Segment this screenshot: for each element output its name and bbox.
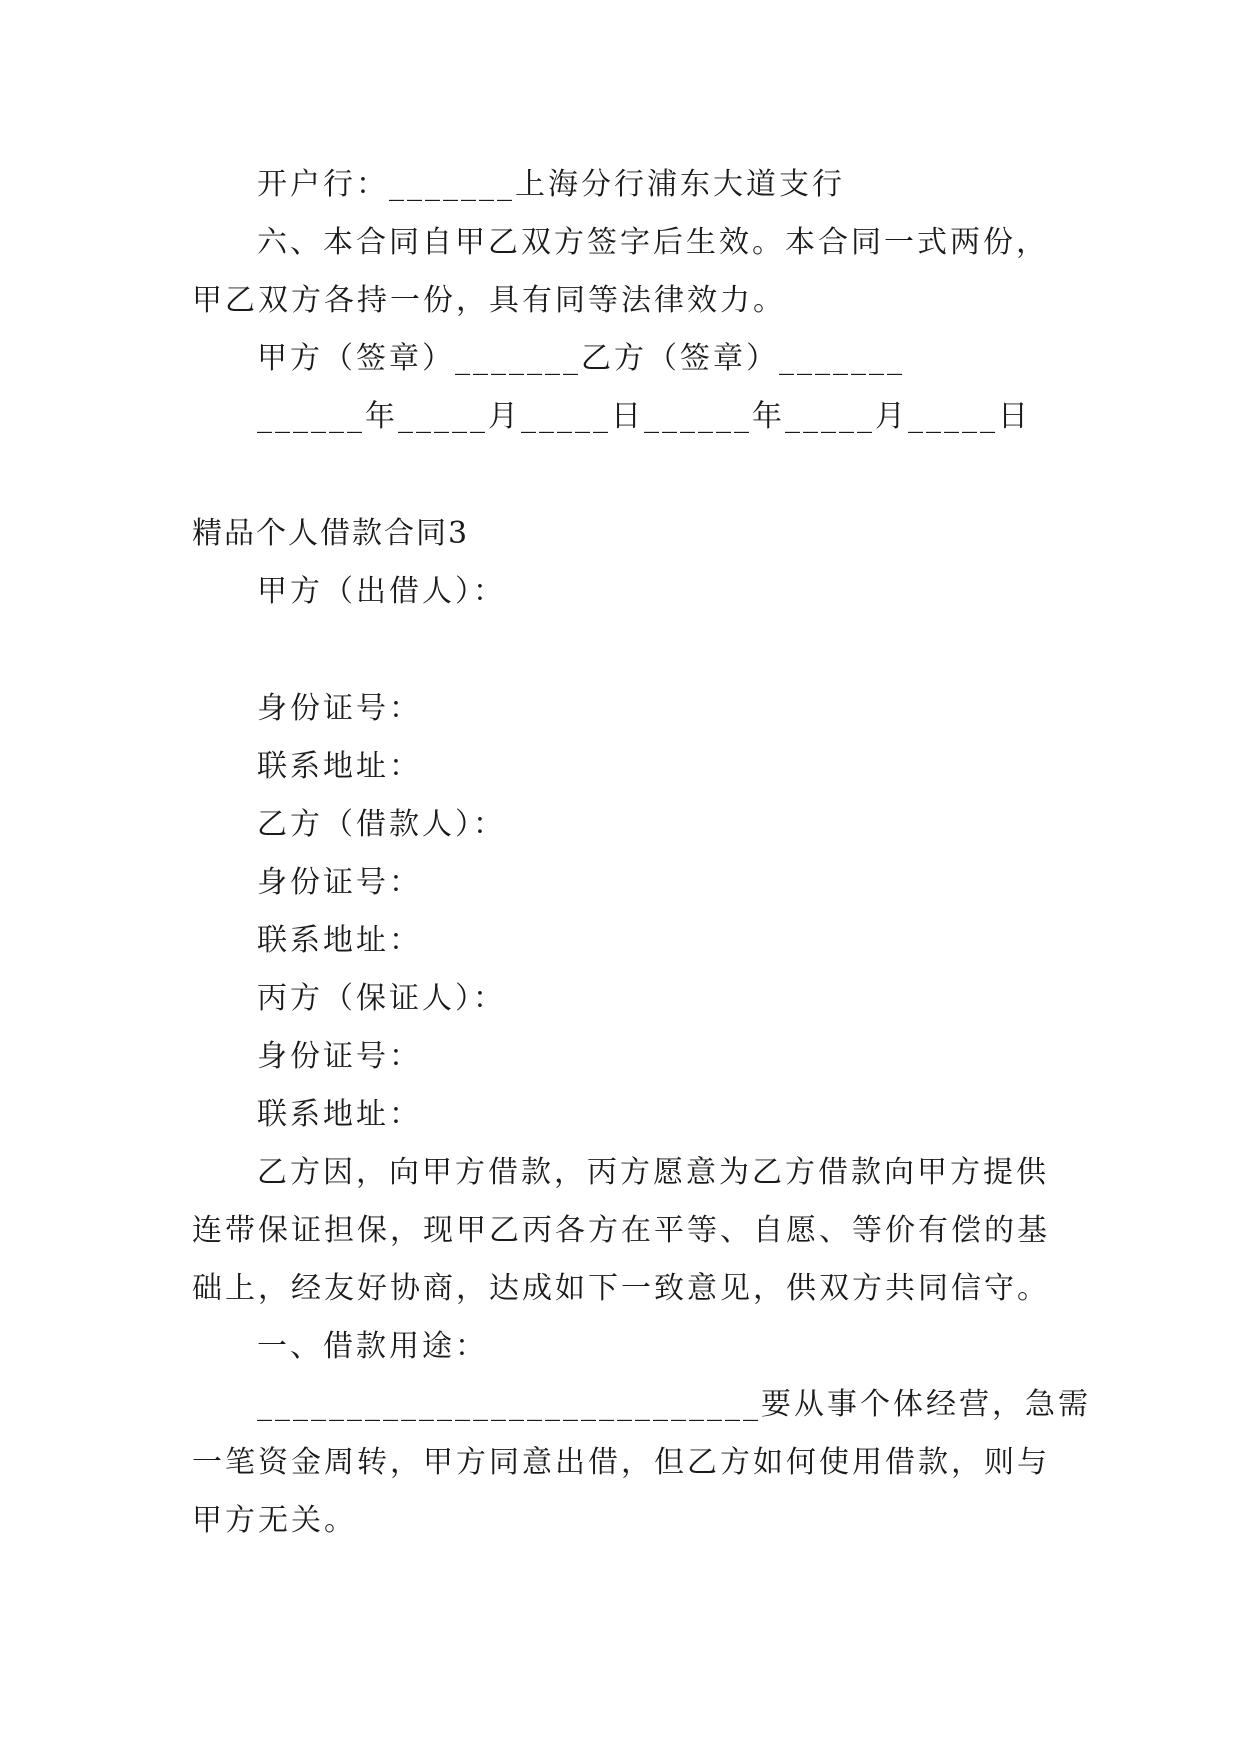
clause-six-line-2: 甲乙双方各持一份，具有同等法律效力。 <box>192 283 786 318</box>
party-b-address-label: 联系地址： <box>257 923 422 958</box>
preamble-line-2: 连带保证担保，现甲乙丙各方在平等、自愿、等价有偿的基 <box>192 1213 1050 1248</box>
party-b-label: 乙方（借款人）： <box>257 807 506 842</box>
party-a-id-label: 身份证号： <box>257 691 422 726</box>
contract-title: 精品个人借款合同3 <box>192 516 470 551</box>
party-b-id-label: 身份证号： <box>257 865 422 900</box>
clause-one-line-1: ____________________________要从事个体经营，急需 <box>257 1387 1091 1422</box>
party-a-address-label: 联系地址： <box>257 749 422 784</box>
signature-line: 甲方（签章）_______乙方（签章）_______ <box>257 341 905 376</box>
party-a-label: 甲方（出借人）： <box>257 574 506 609</box>
preamble-line-3: 础上，经友好协商，达成如下一致意见，供双方共同信守。 <box>192 1271 1050 1306</box>
clause-one-line-2: 一笔资金周转，甲方同意出借，但乙方如何使用借款，则与 <box>192 1445 1050 1480</box>
party-c-id-label: 身份证号： <box>257 1039 422 1074</box>
party-c-label: 丙方（保证人）： <box>257 981 506 1016</box>
clause-one-heading: 一、借款用途： <box>257 1329 488 1364</box>
clause-one-line-3: 甲方无关。 <box>192 1503 357 1538</box>
bank-line: 开户行：_______上海分行浦东大道支行 <box>257 167 845 202</box>
date-line: ______年_____月_____日______年_____月_____日 <box>257 399 1031 434</box>
preamble-line-1: 乙方因，向甲方借款，丙方愿意为乙方借款向甲方提供 <box>257 1155 1049 1190</box>
party-c-address-label: 联系地址： <box>257 1097 422 1132</box>
clause-six-line-1: 六、本合同自甲乙双方签字后生效。本合同一式两份， <box>257 225 1049 260</box>
